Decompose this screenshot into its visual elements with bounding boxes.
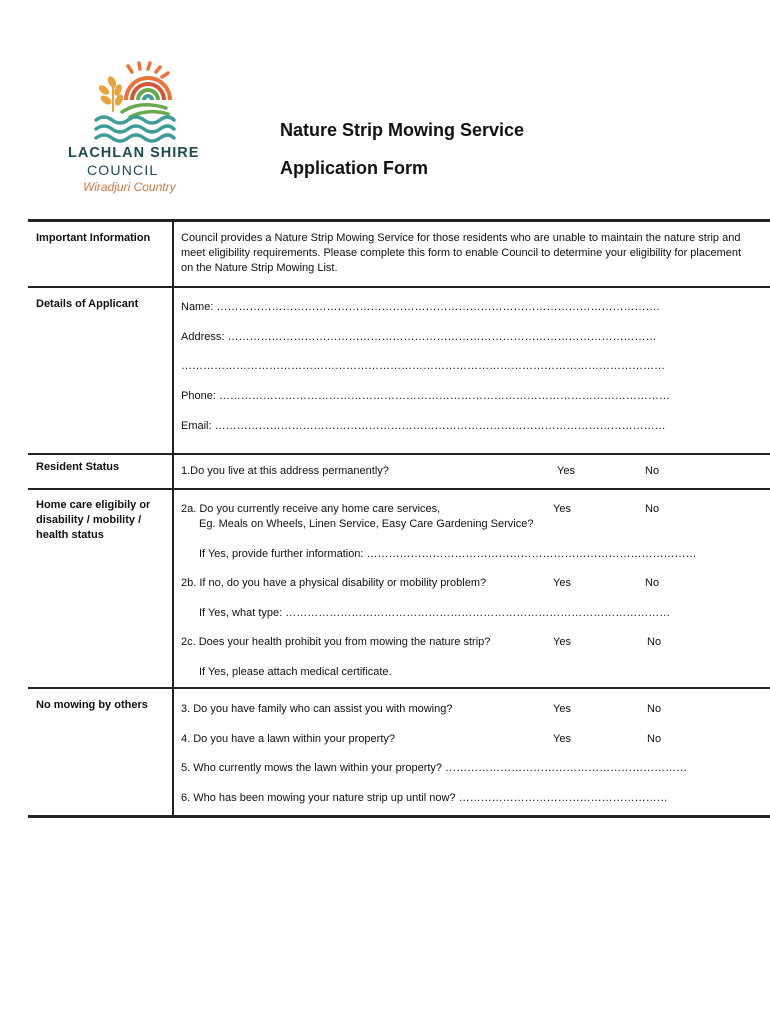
address-field-line2[interactable]: …………………………………………………………………………………………………………………… [181,360,665,372]
q2c-followup-note: If Yes, please attach medical certificate. [199,666,392,678]
name-field[interactable]: Name: …………………………………………………………………………………………………………. [181,301,660,313]
row-divider [28,687,770,689]
table-column-divider [172,219,174,817]
page-title: Nature Strip Mowing Service [280,120,525,140]
row-divider [28,286,770,288]
table-bottom-border [28,815,770,818]
question-4: 4. Do you have a lawn within your property? [181,733,396,745]
page-subtitle: Application Form [280,158,428,178]
logo-emblem-icon [60,60,200,145]
q1-yes-option[interactable]: Yes [557,465,575,477]
question-2a-example: Eg. Meals on Wheels, Linen Service, Easy Care Gardening Service? [199,518,534,530]
question-2c: 2c. Does your health prohibit you from mowing the nature strip? [181,636,491,648]
council-logo [60,60,200,200]
q2a-no-option[interactable]: No [645,503,660,515]
email-field[interactable]: Email: …………………………………………………………………………………………………………… [181,420,666,432]
q4-yes-option[interactable]: Yes [553,733,571,745]
q2a-further-info-field[interactable]: If Yes, provide further information: ……………………………………………………………………………… [199,548,697,560]
question-6-field[interactable]: 6. Who has been mowing your nature strip up until now? ………………………………………………… [181,792,668,804]
row-divider [28,488,770,490]
q3-no-option[interactable]: No [647,703,662,715]
table-top-border [28,219,770,222]
address-field[interactable]: Address: ……………………………………………………………………………………………………… [181,331,657,343]
question-2b: 2b. If no, do you have a physical disability or mobility problem? [181,577,487,589]
q2c-no-option[interactable]: No [647,636,662,648]
section-label-resident: Resident Status [36,461,120,473]
q2c-yes-option[interactable]: Yes [553,636,571,648]
q3-yes-option[interactable]: Yes [553,703,571,715]
q1-no-option[interactable]: No [645,465,660,477]
q2b-type-field[interactable]: If Yes, what type: …………………………………………………………………………………………… [199,607,671,619]
q2b-yes-option[interactable]: Yes [553,577,571,589]
q2a-yes-option[interactable]: Yes [553,503,571,515]
logo-tagline: Wiradjuri Country [83,180,176,194]
row-divider [28,453,770,455]
important-info-text: Council provides a Nature Strip Mowing Service for those residents who are unable to maintain the nature strip and meet eligibility requirements. Please complete this form to enable Council to determine your eligibility for placement on the Nature Strip Mowing List. [181,232,742,274]
question-1: 1.Do you live at this address permanently? [181,465,389,477]
section-label-homecare: Home care eligibily or disability / mobility / health status [36,499,151,541]
logo-name-line2: COUNCIL [87,162,159,178]
question-3: 3. Do you have family who can assist you with mowing? [181,703,453,715]
question-2a: 2a. Do you currently receive any home care services, [181,503,441,515]
section-label-others: No mowing by others [36,699,148,711]
q4-no-option[interactable]: No [647,733,662,745]
phone-field[interactable]: Phone: …………………………………………………………………………………………………………… [181,390,670,402]
question-5-field[interactable]: 5. Who currently mows the lawn within your property? ………………………………………………………… [181,762,688,774]
section-label-important: Important Information [36,232,151,244]
q2b-no-option[interactable]: No [645,577,660,589]
section-label-applicant: Details of Applicant [36,298,139,310]
logo-name-line1: LACHLAN SHIRE [68,145,200,161]
